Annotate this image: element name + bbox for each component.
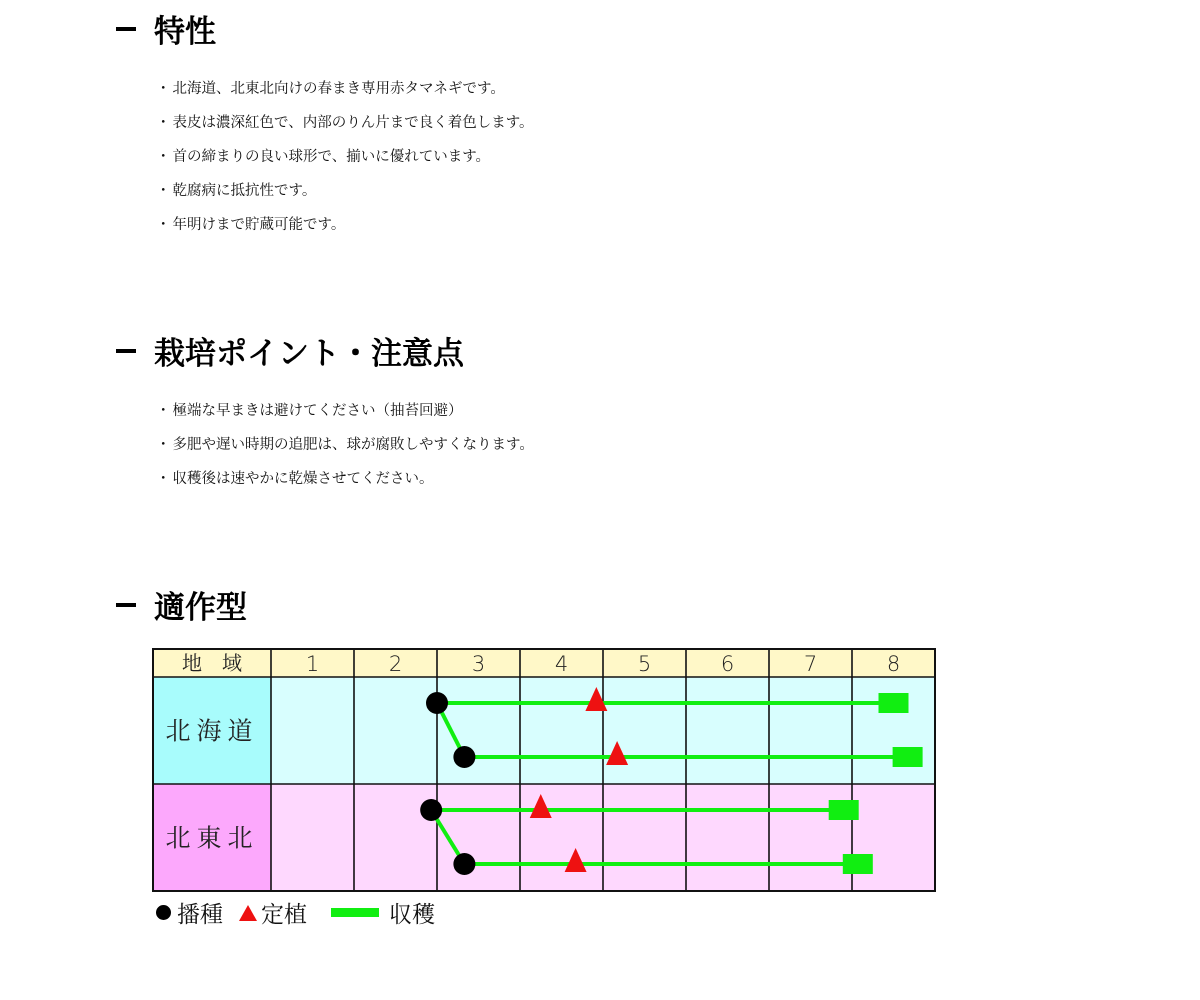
region-label: 北海道 <box>165 716 259 746</box>
sowing-marker <box>453 746 475 768</box>
bullet: ・ <box>156 81 171 97</box>
list-item-text: 年明けまで貯蔵可能です。 <box>172 217 346 233</box>
bullet: ・ <box>156 115 171 131</box>
sowing-marker <box>453 853 475 875</box>
legend-label: 播種 <box>177 902 223 928</box>
list-item-text: 首の締まりの良い球形で、揃いに優れています。 <box>172 149 491 165</box>
bar-icon <box>331 908 379 917</box>
bullet: ・ <box>156 183 171 199</box>
bullet: ・ <box>156 471 171 487</box>
list-item-text: 極端な早まきは避けてください（抽苔回避） <box>172 403 463 419</box>
harvest-marker <box>843 854 873 874</box>
section-title: 栽培ポイント・注意点 <box>154 336 464 372</box>
bullet: ・ <box>156 217 171 233</box>
bullet: ・ <box>156 437 171 453</box>
circle-icon <box>156 905 171 920</box>
month-label: 4 <box>554 652 569 676</box>
month-label: 3 <box>471 652 486 676</box>
list-item-text: 北海道、北東北向けの春まき専用赤タマネギです。 <box>172 81 505 97</box>
month-label: 5 <box>637 652 652 676</box>
list-item-text: 乾腐病に抵抗性です。 <box>172 183 317 199</box>
list-item-text: 表皮は濃深紅色で、内部のりん片まで良く着色します。 <box>172 115 534 131</box>
region-label: 北東北 <box>165 823 259 853</box>
harvest-marker <box>879 693 909 713</box>
legend-item-harvest <box>317 896 435 929</box>
legend-item-planting <box>233 896 307 929</box>
month-label: 6 <box>720 652 735 676</box>
harvest-marker <box>893 747 923 767</box>
month-label: 2 <box>388 652 403 676</box>
bullet: ・ <box>156 149 171 165</box>
legend-item-sowing <box>156 896 223 929</box>
legend-label: 定植 <box>261 902 307 928</box>
bullet: ・ <box>156 403 171 419</box>
month-label: 8 <box>886 652 901 676</box>
header-region-label: 地 域 <box>182 651 242 675</box>
month-label: 1 <box>305 652 320 676</box>
chart-legend <box>156 896 445 929</box>
sowing-marker <box>420 799 442 821</box>
harvest-marker <box>829 800 859 820</box>
triangle-icon <box>239 905 257 921</box>
section-title: 特性 <box>154 14 216 50</box>
list-item-text: 多肥や遅い時期の追肥は、球が腐敗しやすくなります。 <box>172 437 534 453</box>
sowing-marker <box>426 692 448 714</box>
list-item-text: 収穫後は速やかに乾燥させてください。 <box>172 471 434 487</box>
legend-label: 収穫 <box>389 902 435 928</box>
section-title: 適作型 <box>154 590 247 626</box>
month-label: 7 <box>803 652 818 676</box>
